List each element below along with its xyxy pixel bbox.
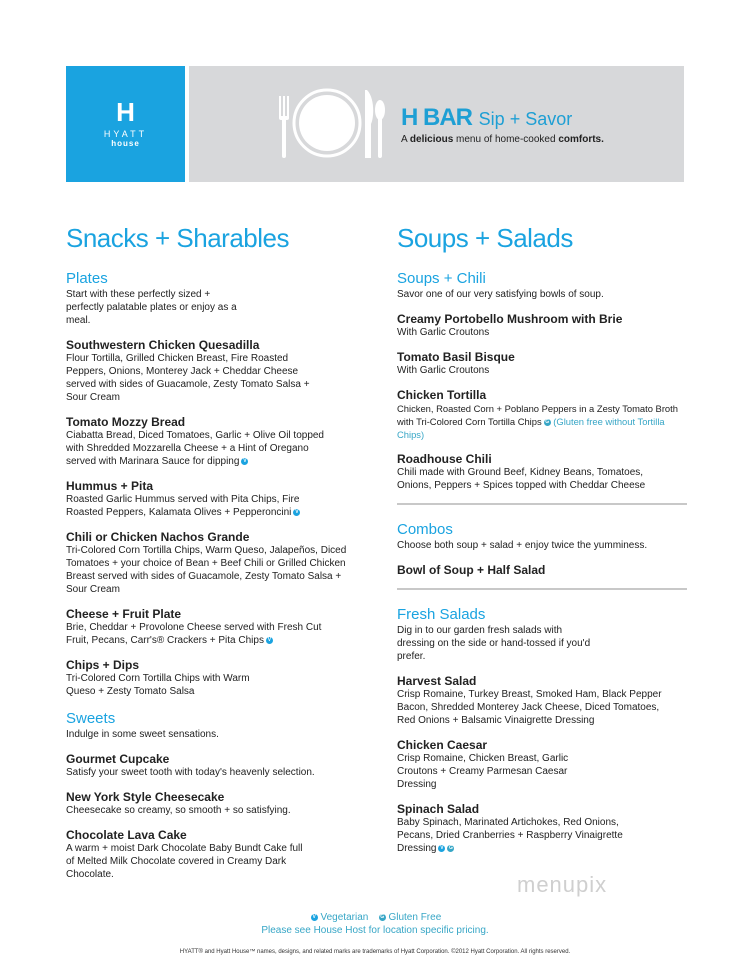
menu-item: Spinach Salad Baby Spinach, Marinated Artichokes, Red Onions, Pecans, Dried Cranberries + Raspberry Vinaigrette Dressing V G: [397, 802, 623, 854]
menu-item: Chili or Chicken Nachos Grande Tri-Colored Corn Tortilla Chips, Warm Queso, Jalapeños, Diced Tomatoes + your choice of Bean + Beef Chili or Grilled Chicken Breast served with sides of Guacamole, Zesty Tomato Salsa + Sour Cream: [66, 530, 347, 595]
logo-sub: house: [111, 139, 140, 148]
menu-item: Southwestern Chicken Quesadilla Flour Tortilla, Grilled Chicken Breast, Fire Roasted Peppers, Onions, Monterey Jack + Cheddar Cheese served with sides of Guacamole, Zesty Tomato Salsa + Sour Cream: [66, 338, 310, 403]
menu-item: Creamy Portobello Mushroom with Brie With Garlic Croutons: [397, 312, 623, 338]
legend: V Vegetarian G Gluten Free Please see House Host for location specific pricing.: [0, 911, 750, 937]
banner-subtitle: A delicious menu of home-cooked comforts.: [401, 134, 604, 145]
gluten-free-icon: G: [545, 419, 550, 426]
vegetarian-icon: V: [295, 508, 299, 515]
menu-item: Tomato Basil Bisque With Garlic Croutons: [397, 350, 515, 376]
menu-item: Bowl of Soup + Half Salad: [397, 563, 546, 577]
vegetarian-icon: V: [440, 844, 444, 851]
category-title: Fresh Salads: [397, 606, 486, 623]
menu-item: New York Style Cheesecake Cheesecake so creamy, so smooth + so satisfying.: [66, 790, 291, 816]
vegetarian-icon: V: [312, 913, 316, 920]
section-heading: Snacks + Sharables: [66, 223, 289, 253]
category-desc: Indulge in some sweet sensations.: [66, 729, 219, 740]
soups-column: [397, 222, 687, 866]
vegetarian-icon: V: [243, 457, 247, 464]
menu-item: Harvest Salad Crisp Romaine, Turkey Breast, Smoked Ham, Black Pepper Bacon, Shredded Monterey Jack Cheese, Diced Tomatoes, Red Onions + Balsamic Vinaigrette Dressing: [397, 674, 662, 726]
menu-item: Hummus + Pita Roasted Garlic Hummus served with Pita Chips, Fire Roasted Peppers, Kalamata Olives + Pepperoncini V: [66, 479, 300, 518]
vegetarian-icon: V: [267, 636, 272, 643]
category-desc: Choose both soup + salad + enjoy twice the yumminess.: [397, 540, 648, 551]
menu-item: Chips + Dips Tri-Colored Corn Tortilla Chips with Warm Queso + Zesty Tomato Salsa: [66, 658, 250, 697]
menu-item: Cheese + Fruit Plate Brie, Cheddar + Provolone Cheese served with Fresh Cut Fruit, Pecans, Carr's® Crackers + Pita Chips V: [66, 607, 322, 646]
banner-title: H BAR Sip + Savor: [401, 104, 573, 131]
divider: [397, 503, 687, 505]
watermark: menupix: [517, 872, 608, 897]
logo-brand: HYATT: [103, 129, 148, 139]
legal-text: HYATT® and Hyatt House™ names, designs, and related marks are trademarks of Hyatt Corporation. ©2012 Hyatt Corporation. All rights reserved.: [179, 949, 571, 955]
menu-item: Chocolate Lava Cake A warm + moist Dark Chocolate Baby Bundt Cake full of Melted Milk Chocolate covered in Creamy Dark Chocolate.: [66, 828, 303, 880]
category-title: Plates: [66, 270, 108, 287]
logo-mark: H: [116, 97, 135, 127]
snacks-column: [66, 222, 386, 892]
category-desc: Savor one of our very satisfying bowls of soup.: [397, 289, 604, 300]
category-title: Combos: [397, 521, 453, 538]
hyatt-house-logo: [66, 66, 185, 182]
menu-item: Chicken Tortilla Chicken, Roasted Corn + Poblano Peppers in a Zesty Tomato Broth with Tri-Colored Corn Tortilla Chips G (Gluten free without Tortilla Chips): [397, 388, 678, 440]
category-desc: Dig in to our garden fresh salads with dressing on the side or hand-tossed if you'd prefer.: [397, 625, 591, 662]
category-title: Sweets: [66, 710, 116, 727]
menu-item: Gourmet Cupcake Satisfy your sweet tooth with today's heavenly selection.: [66, 752, 315, 778]
menu-item: Roadhouse Chili Chili made with Ground Beef, Kidney Beans, Tomatoes, Onions, Peppers + Spices topped with Cheddar Cheese: [397, 452, 646, 491]
category-desc: Start with these perfectly sized + perfectly palatable plates or enjoy as a meal.: [66, 289, 237, 326]
menu-item: Tomato Mozzy Bread Ciabatta Bread, Diced Tomatoes, Garlic + Olive Oil topped with Shredded Mozzarella Cheese + a Hint of Oregano served with Marinara Sauce for dipping V: [66, 415, 324, 467]
banner: [189, 66, 684, 182]
gluten-free-icon: G: [380, 913, 385, 920]
category-title: Soups + Chili: [397, 270, 486, 287]
place-setting-icon: [275, 88, 385, 160]
gluten-free-icon: G: [449, 844, 453, 851]
menu-item: Chicken Caesar Crisp Romaine, Chicken Breast, Garlic Croutons + Creamy Parmesan Caesar Dressing: [397, 738, 569, 790]
divider: [397, 588, 687, 590]
section-heading: Soups + Salads: [397, 223, 573, 253]
pricing-note: Please see House Host for location specific pricing.: [261, 925, 489, 936]
